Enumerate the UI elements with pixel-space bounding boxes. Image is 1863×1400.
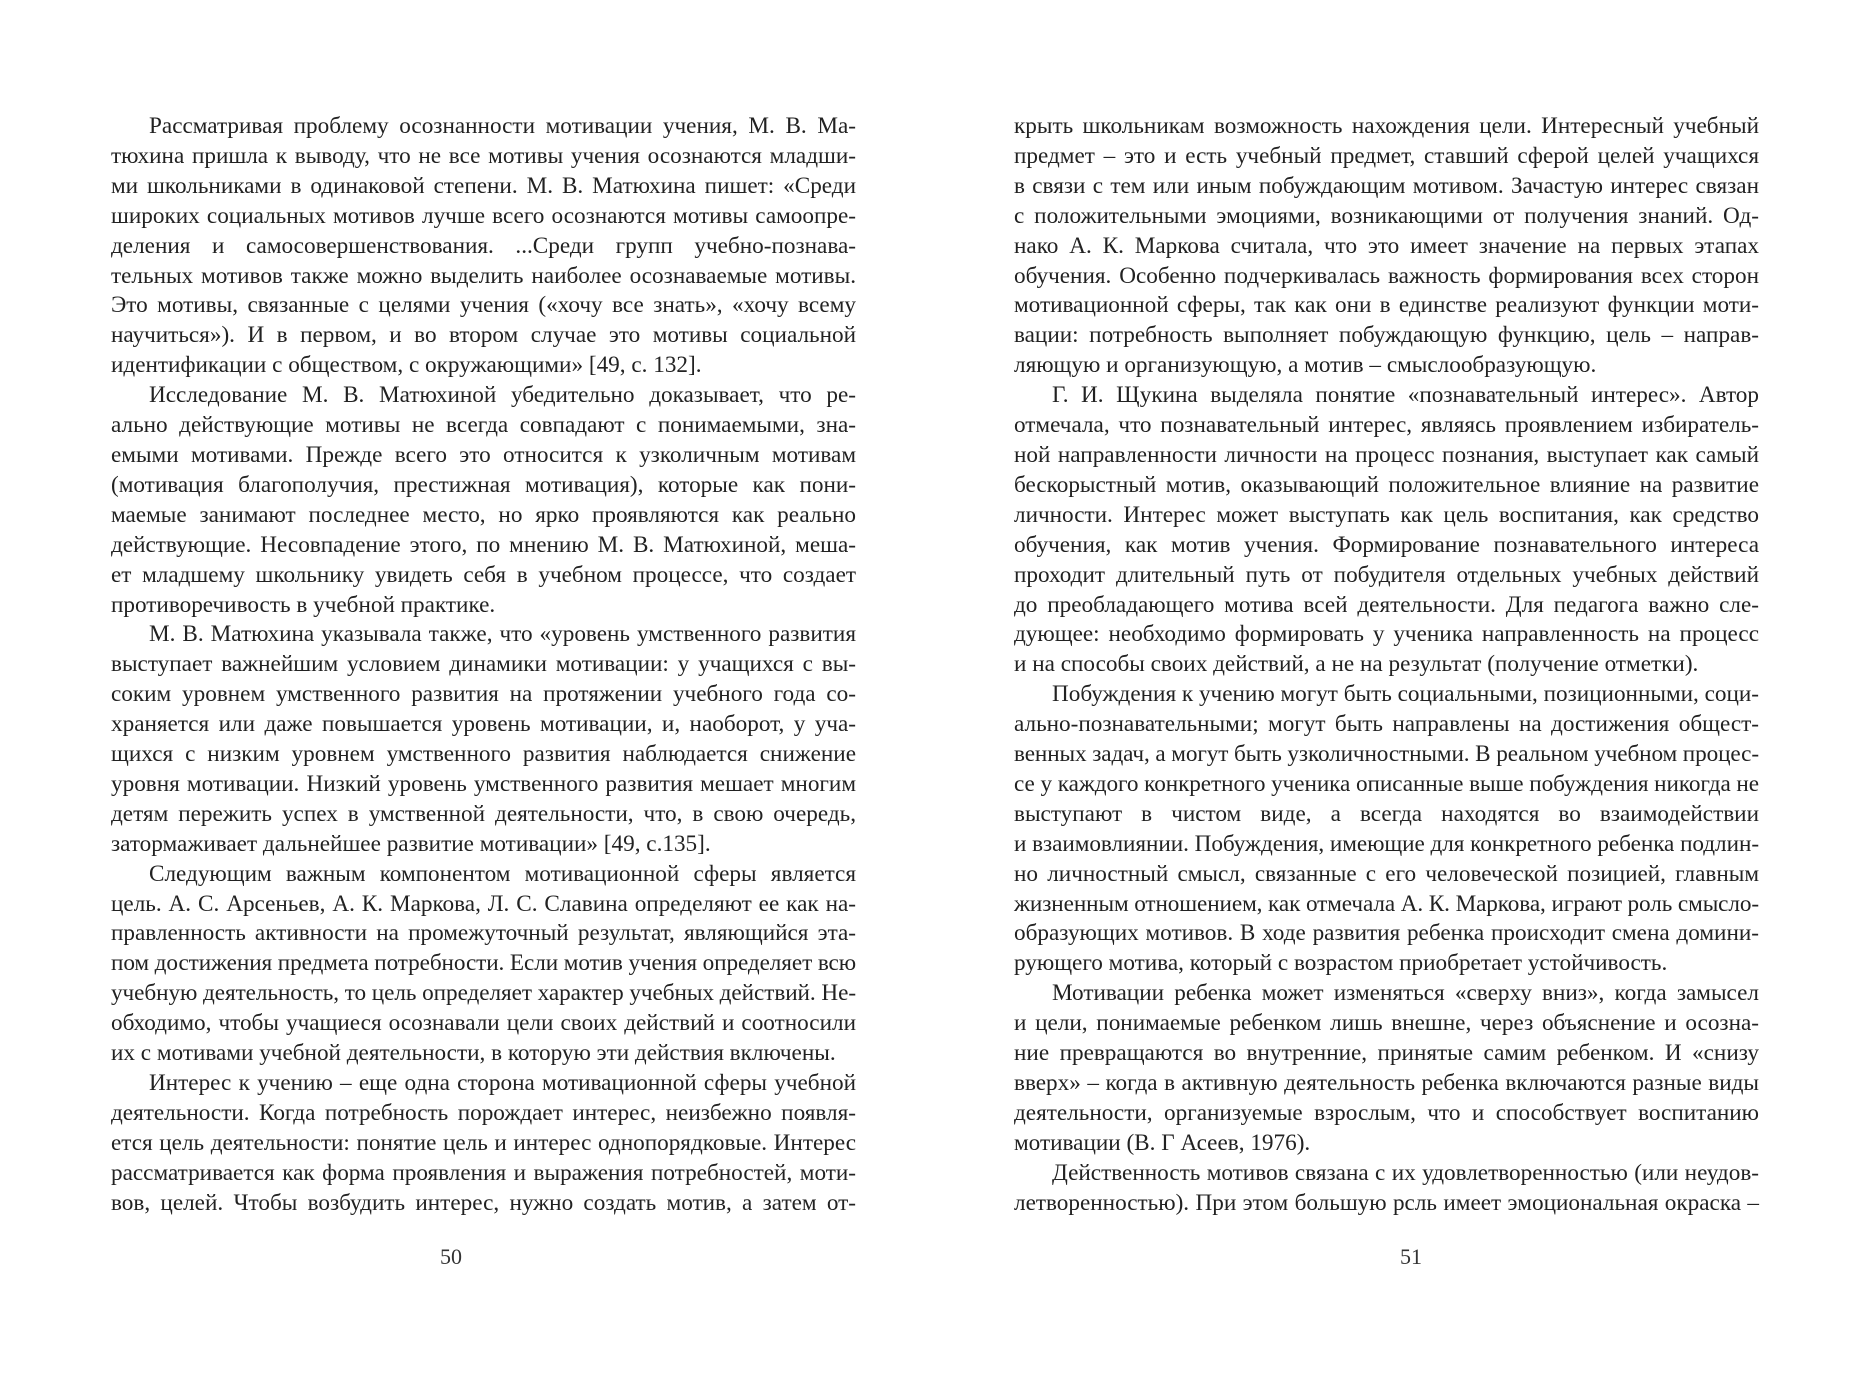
text-line: научиться»). И в первом, и во втором случае это мотивы социальной (111, 322, 856, 349)
text-line: тельных мотивов также можно выделить наиболее осознаваемые мотивы. (111, 262, 856, 289)
text-line: обходимо, чтобы учащиеся осознавали цели своих действий и соотносили (111, 1010, 856, 1037)
text-line: с положительными эмоциями, возникающими от получения знаний. Од- (1014, 202, 1759, 229)
text-line: деятельности. Когда потребность порождает интерес, неизбежно появля- (111, 1099, 856, 1126)
text-line: крыть школьникам возможность нахождения цели. Интересный учебный (1014, 113, 1759, 139)
text-line: тюхина пришла к выводу, что не все мотивы учения осознаются младши- (111, 142, 856, 169)
paragraph (1014, 112, 1759, 381)
text-line: и на способы своих действий, а не на результат (получение отметки). (1014, 651, 1699, 678)
text-line: храняется или даже повышается уровень мотивации, и, наоборот, у уча- (111, 711, 856, 738)
text-line: Рассматривая проблему осознанности мотивации учения, М. В. Ма- (149, 113, 856, 139)
text-line: ной направленности личности на процесс познания, выступает как самый (1014, 441, 1759, 468)
text-line: выступают в чистом виде, а всегда находятся во взаимодействии (1014, 800, 1759, 827)
paragraph (111, 1069, 856, 1219)
page-number-right: 51 (1400, 1244, 1422, 1269)
text-line: емыми мотивами. Прежде всего это относится к узколичным мотивам (111, 441, 856, 468)
text-line: мотивационной сферы, так как они в единстве реализуют функции моти- (1014, 292, 1759, 319)
text-line: Г. И. Щукина выделяла понятие «познавательный интерес». Автор (1052, 382, 1759, 409)
text-line: дующее: необходимо формировать у ученика направленность на процесс (1014, 621, 1759, 648)
text-line: ется цель деятельности: понятие цель и интерес однопорядковые. Интерес (111, 1129, 856, 1156)
text-line: детям пережить успех в умственной деятельности, что, в свою очередь, (111, 800, 856, 827)
paragraph (111, 112, 856, 381)
paragraph (111, 860, 856, 1069)
text-line: и взаимовлиянии. Побуждения, имеющие для конкретного ребенка подлин- (1014, 830, 1759, 857)
text-line: проходит длительный путь от побудителя отдельных учебных действий (1014, 561, 1759, 588)
text-line: выступает важнейшим условием динамики мотивации: у учащихся с вы- (111, 651, 856, 678)
text-line: идентификации с обществом, с окружающими» [49, с. 132]. (111, 352, 702, 379)
text-line: цель. А. С. Арсеньев, А. К. Маркова, Л. С. Славина определяют ее как на- (111, 890, 856, 917)
text-line: ально действующие мотивы не всегда совпадают с понимаемыми, зна- (111, 412, 856, 439)
text-line: М. В. Матюхина указывала также, что «уровень умственного развития (149, 621, 856, 648)
text-line: Интерес к учению – еще одна сторона мотивационной сферы учебной (149, 1070, 856, 1096)
text-line: личности. Интерес может выступать как цель воспитания, как средство (1014, 501, 1759, 528)
text-line: ет младшему школьнику увидеть себя в учебном процессе, что создает (111, 561, 856, 588)
text-line: ально-познавательными; могут быть направлены на достижения общест- (1014, 711, 1759, 738)
text-line: се у каждого конкретного ученика описанные выше побуждения никогда не (1014, 770, 1759, 797)
text-line: широких социальных мотивов лучше всего осознаются мотивы самоопре- (111, 202, 856, 229)
text-line: деятельности, организуемые взрослым, что и способствует воспитанию (1014, 1099, 1759, 1126)
text-line: соким уровнем умственного развития на протяжении учебного года со- (111, 681, 856, 708)
text-line: предмет – это и есть учебный предмет, ставший сферой целей учащихся (1014, 142, 1759, 169)
text-line: их с мотивами учебной деятельности, в которую эти действия включены. (111, 1040, 836, 1067)
text-line: Следующим важным компонентом мотивационной сферы является (149, 860, 856, 887)
text-line: маемые занимают последнее место, но ярко проявляются как реально (111, 501, 856, 528)
text-line: затормаживает дальнейшее развитие мотивации» [49, с.135]. (111, 830, 711, 857)
paragraph (1014, 381, 1759, 680)
text-line: Исследование М. В. Матюхиной убедительно доказывает, что ре- (149, 382, 856, 409)
paragraph (1014, 1159, 1759, 1219)
text-line: ляющую и организующую, а мотив – смыслообразующую. (1014, 352, 1597, 379)
page-number-left: 50 (440, 1244, 462, 1269)
text-line: щихся с низким уровнем умственного развития наблюдается снижение (111, 741, 856, 768)
text-line: бескорыстный мотив, оказывающий положительное влияние на развитие (1014, 471, 1759, 498)
text-line: образующих мотивов. В ходе развития ребенка происходит смена домини- (1014, 920, 1759, 947)
text-line: деления и самосовершенствования. ...Среди групп учебно-познава- (111, 232, 856, 259)
paragraph (1014, 680, 1759, 979)
text-line: уровня мотивации. Низкий уровень умственного развития мешает многим (111, 770, 856, 797)
paragraph (111, 620, 856, 859)
text-line: в связи с тем или иным побуждающим мотивом. Зачастую интерес связан (1014, 172, 1759, 199)
text-line: действующие. Несовпадение этого, по мнению М. В. Матюхиной, меша- (111, 531, 856, 558)
text-line: пом достижения предмета потребности. Если мотив учения определяет всю (111, 950, 856, 977)
text-line: ми школьниками в одинаковой степени. М. В. Матюхина пишет: «Среди (111, 172, 856, 199)
text-line: учебную деятельность, то цель определяет характер учебных действий. Не- (111, 980, 856, 1007)
text-line: мотивации (В. Г Асеев, 1976). (1014, 1129, 1311, 1156)
text-line: жизненным отношением, как отмечала А. К. Маркова, играют роль смысло- (1014, 890, 1759, 917)
text-line: нако А. К. Маркова считала, что это имеет значение на первых этапах (1014, 232, 1759, 259)
right-page (1014, 112, 1759, 1219)
paragraph (111, 381, 856, 620)
text-line: ние превращаются во внутренние, принятые самим ребенком. И «снизу (1014, 1040, 1759, 1067)
text-line: Побуждения к учению могут быть социальными, позиционными, соци- (1052, 681, 1760, 708)
text-line: и цели, понимаемые ребенком лишь внешне, через объяснение и осозна- (1014, 1010, 1759, 1037)
text-line: до преобладающего мотива всей деятельности. Для педагога важно сле- (1014, 591, 1759, 618)
left-page (111, 112, 856, 1219)
text-line: венных задач, а могут быть узколичностными. В реальном учебном процес- (1014, 741, 1759, 768)
text-line: обучения. Особенно подчеркивалась важность формирования всех сторон (1014, 262, 1759, 289)
text-line: вверх» – когда в активную деятельность ребенка включаются разные виды (1014, 1070, 1759, 1096)
text-line: Действенность мотивов связана с их удовлетворенностью (или неудов- (1052, 1159, 1759, 1186)
text-line: летворенностью). При этом большую рсль имеет эмоциональная окраска – (1014, 1189, 1759, 1216)
text-line: но личностный смысл, связанные с его человеческой позицией, главным (1014, 860, 1759, 887)
paragraph (1014, 979, 1759, 1158)
text-line: обучения, как мотив учения. Формирование познавательного интереса (1014, 531, 1759, 558)
text-line: Это мотивы, связанные с целями учения («хочу все знать», «хочу всему (111, 292, 856, 319)
text-line: (мотивация благополучия, престижная мотивация), которые как пони- (111, 471, 856, 498)
text-line: противоречивость в учебной практике. (111, 591, 496, 618)
text-line: отмечала, что познавательный интерес, являясь проявлением избиратель- (1014, 412, 1759, 439)
text-line: Мотивации ребенка может изменяться «сверху вниз», когда замысел (1052, 980, 1759, 1007)
text-line: вации: потребность выполняет побуждающую функцию, цель – направ- (1014, 322, 1759, 349)
text-line: правленность активности на промежуточный результат, являющийся эта- (111, 920, 856, 947)
text-line: вов, целей. Чтобы возбудить интерес, нужно создать мотив, а затем от- (111, 1189, 856, 1216)
text-line: рассматривается как форма проявления и выражения потребностей, моти- (111, 1159, 856, 1186)
text-line: рующего мотива, который с возрастом приобретает устойчивость. (1014, 950, 1668, 977)
